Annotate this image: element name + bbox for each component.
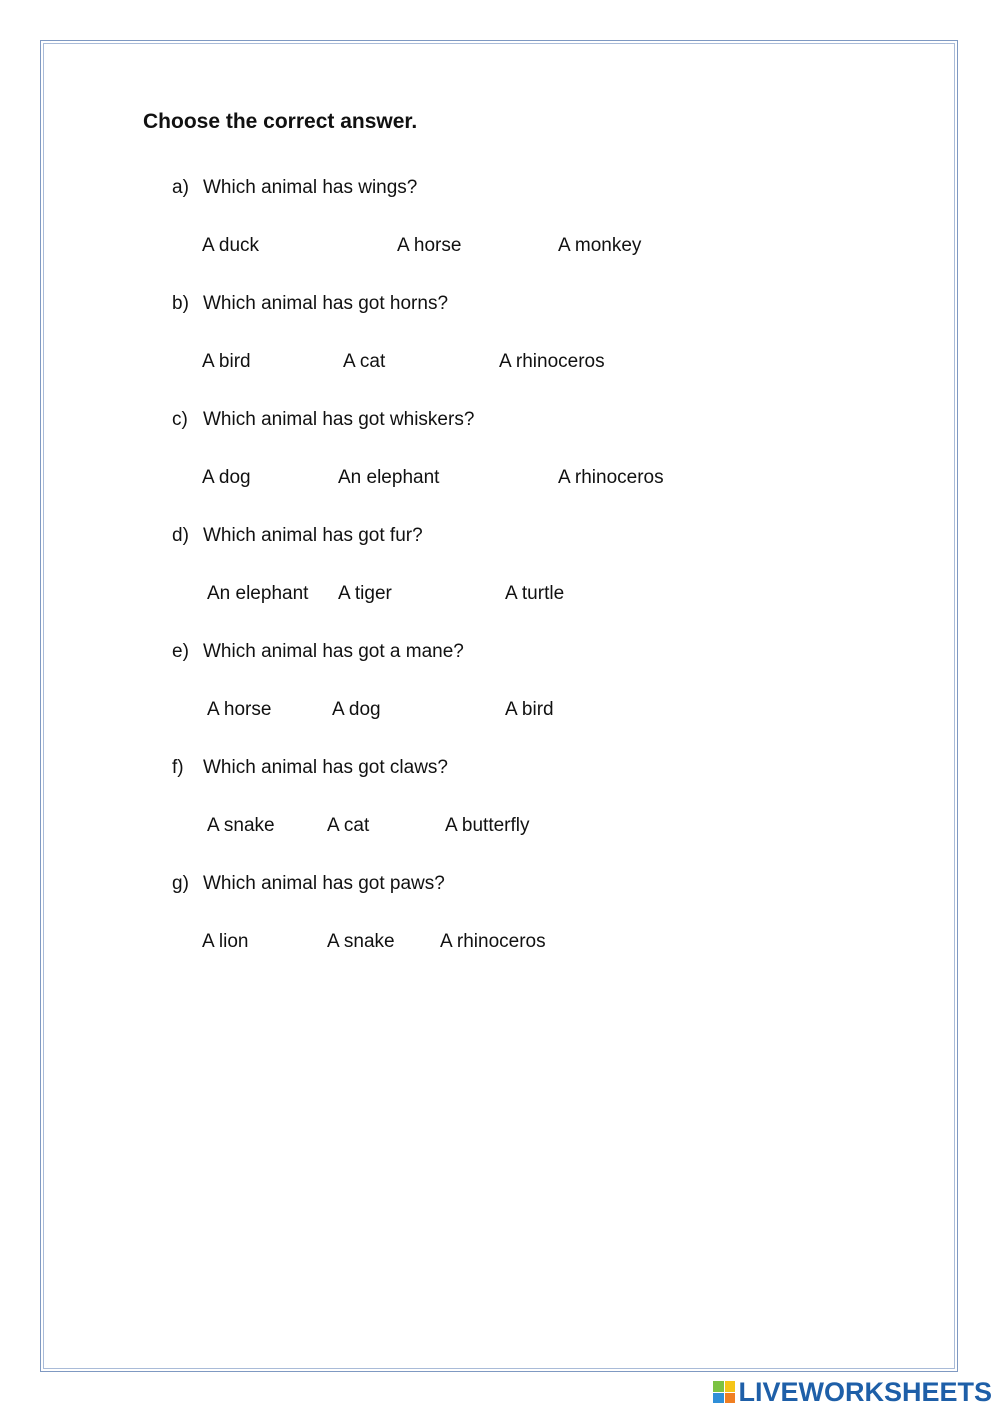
option-g-3[interactable]: A rhinoceros xyxy=(440,931,546,952)
option-g-2[interactable]: A snake xyxy=(327,931,395,952)
question-d xyxy=(172,525,423,547)
option-c-1[interactable]: A dog xyxy=(202,467,251,488)
liveworksheets-logo[interactable] xyxy=(713,1377,992,1407)
option-a-3[interactable]: A monkey xyxy=(558,235,642,256)
option-g-1[interactable]: A lion xyxy=(202,931,249,952)
option-a-1[interactable]: A duck xyxy=(202,235,260,256)
question-text: Which animal has got a mane? xyxy=(203,641,464,662)
logo-text: LIVEWORKSHEETS xyxy=(738,1376,992,1407)
question-a xyxy=(172,177,417,199)
logo-mark-icon xyxy=(713,1381,735,1403)
question-text: Which animal has got claws? xyxy=(203,757,448,778)
option-d-1[interactable]: An elephant xyxy=(207,583,309,604)
option-e-2[interactable]: A dog xyxy=(332,699,381,720)
logo-mark-tile-blue xyxy=(713,1393,724,1404)
option-f-3[interactable]: A butterfly xyxy=(445,815,530,836)
question-f xyxy=(172,757,448,779)
logo-mark-tile-orange xyxy=(725,1393,736,1404)
logo-mark-tile-green xyxy=(713,1381,724,1392)
question-c xyxy=(172,409,474,431)
question-e xyxy=(172,641,464,663)
question-text: Which animal has got whiskers? xyxy=(203,409,475,430)
option-a-2[interactable]: A horse xyxy=(397,235,462,256)
option-b-3[interactable]: A rhinoceros xyxy=(499,351,605,372)
question-letter: a) xyxy=(172,177,189,198)
question-g xyxy=(172,873,445,895)
option-d-2[interactable]: A tiger xyxy=(338,583,392,604)
option-f-1[interactable]: A snake xyxy=(207,815,275,836)
question-letter: e) xyxy=(172,641,189,662)
page-title: Choose the correct answer. xyxy=(143,110,418,133)
question-letter: f) xyxy=(172,757,184,778)
question-letter: c) xyxy=(172,409,188,430)
option-b-1[interactable]: A bird xyxy=(202,351,251,372)
option-f-2[interactable]: A cat xyxy=(327,815,370,836)
question-b xyxy=(172,293,448,315)
question-letter: d) xyxy=(172,525,189,546)
option-c-3[interactable]: A rhinoceros xyxy=(558,467,664,488)
option-b-2[interactable]: A cat xyxy=(343,351,386,372)
question-letter: b) xyxy=(172,293,189,314)
option-e-3[interactable]: A bird xyxy=(505,699,554,720)
option-d-3[interactable]: A turtle xyxy=(505,583,565,604)
page-border xyxy=(40,40,958,1372)
option-c-2[interactable]: An elephant xyxy=(338,467,440,488)
question-text: Which animal has got horns? xyxy=(203,293,449,314)
question-text: Which animal has got fur? xyxy=(203,525,423,546)
question-text: Which animal has wings? xyxy=(203,177,418,198)
logo-mark-tile-yellow xyxy=(725,1381,736,1392)
question-letter: g) xyxy=(172,873,189,894)
option-e-1[interactable]: A horse xyxy=(207,699,272,720)
question-text: Which animal has got paws? xyxy=(203,873,445,894)
